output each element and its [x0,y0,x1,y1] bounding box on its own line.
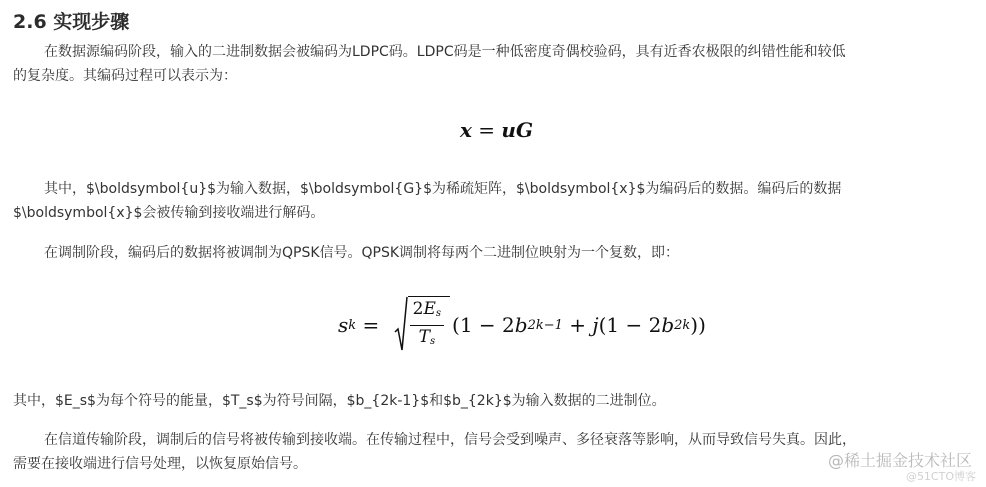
sqrt-sign-icon [394,296,408,354]
section-heading: 2.6 实现步骤 [13,11,130,33]
formula-rhs: uG [501,118,534,142]
formula-s: s [338,313,349,337]
paragraph-modulation [13,241,973,265]
sqrt-radical [394,296,450,354]
formula-equals: = [356,313,386,337]
paragraph-line: $\boldsymbol{x}$会被传输到接收端进行解码。 [13,205,325,221]
formula-b1-subscript: 2k−1 [527,317,563,333]
formula-j: j [592,313,599,337]
formula-b2-subscript: 2k [674,317,691,333]
encoding-formula [460,118,533,142]
fraction-energy-subscript: s [435,308,442,319]
paragraph-line: 在信道传输阶段，调制后的信号将被传输到接收端。在传输过程中，信号会受到噪声、多径衰落等影响，从而导致信号失真。因此， [44,432,856,448]
formula-part3: (1 − 2 [598,313,662,337]
formula-part1: (1 − 2 [452,313,515,337]
formula-s-subscript: k [348,317,357,333]
formula-equals: = [471,118,502,142]
paragraph-line: 在数据源编码阶段，输入的二进制数据会被编码为LDPC码。LDPC码是一种低密度奇偶校验码，具有近香农极限的纠错性能和较低 [44,44,846,60]
watermark-text: @稀土掘金技术社区 [827,451,972,470]
formula-b1: b [514,313,528,337]
paragraph-line: 其中，$\boldsymbol{u}$为输入数据，$\boldsymbol{G}$为稀疏矩阵，$\boldsymbol{x}$为编码后的数据。编码后的数据 [44,181,842,197]
energy-fraction [410,299,444,352]
formula-b2: b [661,313,675,337]
paragraph-line: 需要在接收端进行信号处理，以恢复原始信号。 [13,456,307,472]
watermark-secondary [906,468,976,484]
watermark-subtext: @51CTO博客 [905,470,976,483]
fraction-energy: E [423,299,436,319]
paragraph-encoding [13,40,973,88]
paragraph-line: 在调制阶段，编码后的数据将被调制为QPSK信号。QPSK调制将每两个二进制位映射为一个复数，即： [44,245,680,261]
fraction-numerator [410,299,444,326]
paragraph-line: 的复杂度。其编码过程可以表示为： [13,68,237,84]
paragraph-line: 其中，$E_s$为每个符号的能量，$T_s$为符号间隔，$b_{2k-1}$和$b_{2k}$为输入数据的二进制位。 [13,393,666,409]
paragraph-encoding-description [13,177,973,225]
formula-lhs: x [460,118,472,142]
formula-plus: + [562,313,593,337]
paragraph-symbol-description [13,389,973,413]
fraction-interval: T [418,327,430,347]
sqrt-body [408,296,450,352]
fraction-denominator [416,326,438,352]
fraction-interval-subscript: s [429,336,436,347]
formula-close: )) [690,313,706,337]
fraction-coefficient: 2 [412,299,424,319]
qpsk-formula [338,296,706,354]
